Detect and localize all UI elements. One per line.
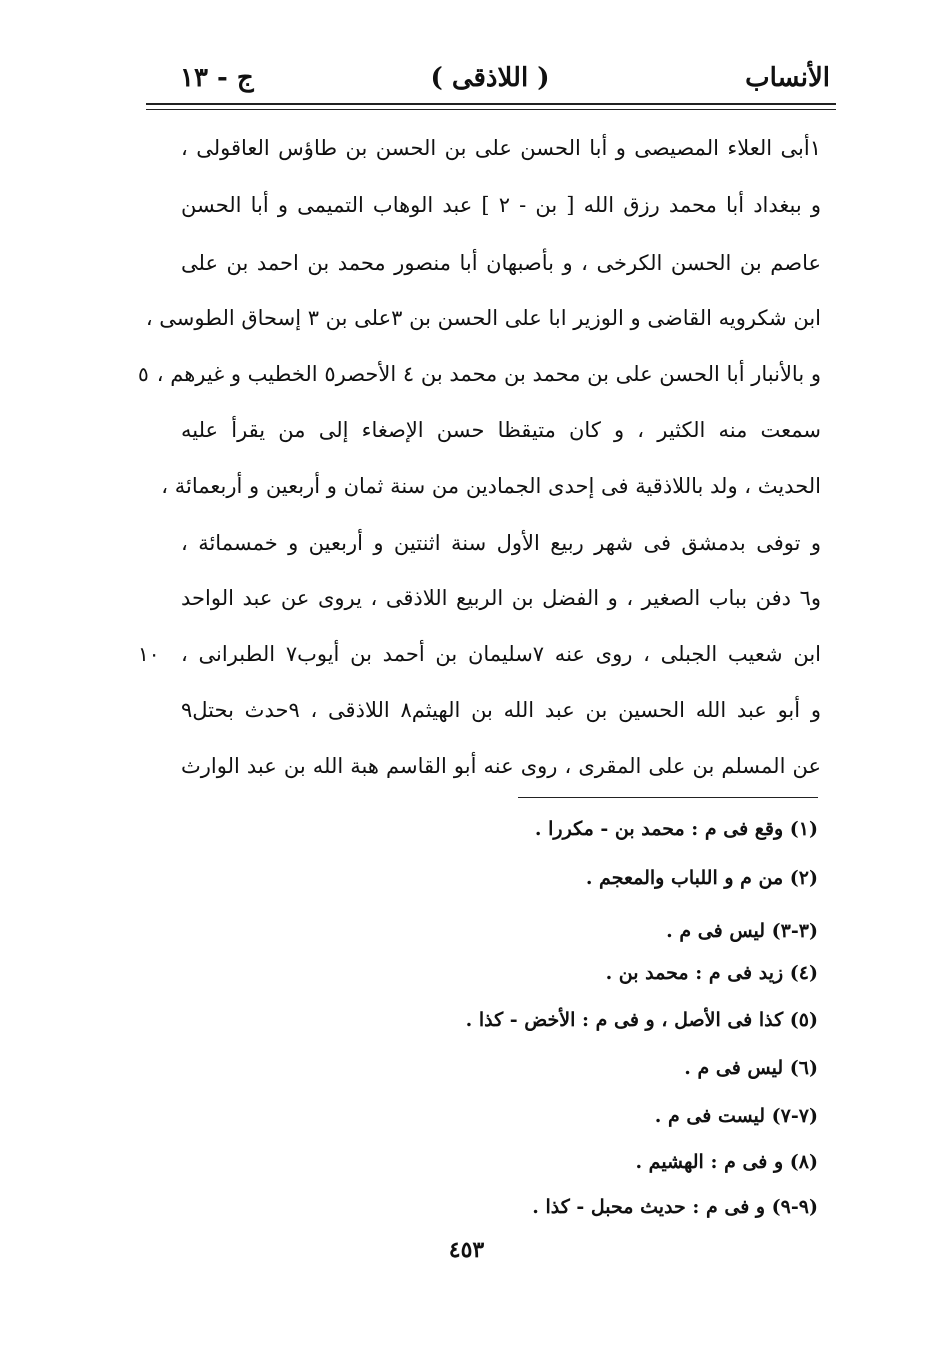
body-line-5: و بالأنبار أبا الحسن على بن محمد بن محمد بن ٤ الأحصر٥ الخطيب و غيرهم ،: [156, 362, 821, 386]
footnote-6: (٦) ليس فى م .: [684, 1057, 818, 1079]
body-line-3: عاصم بن الحسن الكرخى ، و بأصبهان أبا منصور محمد بن احمد بن على: [181, 251, 821, 275]
footnote-9: (٩-٩) و فى م : حديث محبل - كذا .: [532, 1196, 818, 1218]
body-line-12: عن المسلم بن على المقرى ، روى عنه أبو القاسم هبة الله بن عبد الوارث: [181, 754, 821, 778]
body-line-10: ابن شعيب الجبلى ، روى عنه ٧سليمان بن أحمد بن أيوب٧ الطبرانى ،: [181, 642, 821, 666]
header-entry-title: ( اللاذقى ): [430, 63, 550, 93]
footnote-8: (٨) و فى م : الهشيم .: [635, 1151, 818, 1173]
footnote-7: (٧-٧) ليست فى م .: [654, 1105, 818, 1127]
body-line-4: ابن شكرويه القاضى و الوزير ابا على الحسن بن ٣على بن ٣ إسحاق الطوسى ،: [145, 306, 821, 330]
body-line-11: و أبو عبد الله الحسين بن عبد الله بن الهيثم٨ اللاذقى ، ٩حدث بحتل٩: [181, 698, 822, 722]
body-line-6: سمعت منه الكثير ، و كان متيقظا حسن الإصغاء إلى من يقرأ عليه: [181, 418, 821, 442]
footnote-2: (٢) من م و اللباب والمعجم .: [585, 867, 818, 889]
body-line-1: ١أبى العلاء المصيصى و أبا الحسن على بن الحسن بن طاؤس العاقولى ،: [181, 136, 821, 160]
running-header: [150, 58, 830, 98]
footnote-5: (٥) كذا فى الأصل ، و فى م : الأخض - كذا .: [465, 1009, 818, 1031]
line-number-10: ١٠: [138, 642, 160, 666]
footnote-rule: [518, 797, 818, 798]
page-number: ٤٥٣: [448, 1237, 485, 1263]
footnote-3: (٣-٣) ليس فى م .: [666, 920, 818, 942]
body-line-8: و توفى بدمشق فى شهر ربيع الأول سنة اثنتين و أربعين و خمسمائة ،: [181, 531, 821, 555]
header-volume: ج - ١٣: [180, 63, 254, 93]
header-book-title: الأنساب: [745, 63, 830, 93]
body-line-2: و ببغداد أبا محمد رزق الله [ بن - ٢ ] عبد الوهاب التميمى و أبا الحسن: [181, 193, 821, 217]
body-line-9: و٦ دفن بباب الصغير ، و الفضل بن الربيع اللاذقى ، يروى عن عبد الواحد: [181, 586, 821, 610]
footnote-4: (٤) زيد فى م : محمد بن .: [605, 962, 818, 984]
footnote-1: (١) وقع فى م : محمد بن - مكررا .: [534, 818, 818, 840]
body-line-7: الحديث ، ولد باللاذقية فى إحدى الجمادين من سنة ثمان و أربعين و أربعمائة ،: [161, 474, 821, 498]
header-rule-thick: [146, 103, 836, 105]
line-number-5: ٥: [138, 362, 149, 386]
header-rule-thin: [146, 109, 836, 110]
